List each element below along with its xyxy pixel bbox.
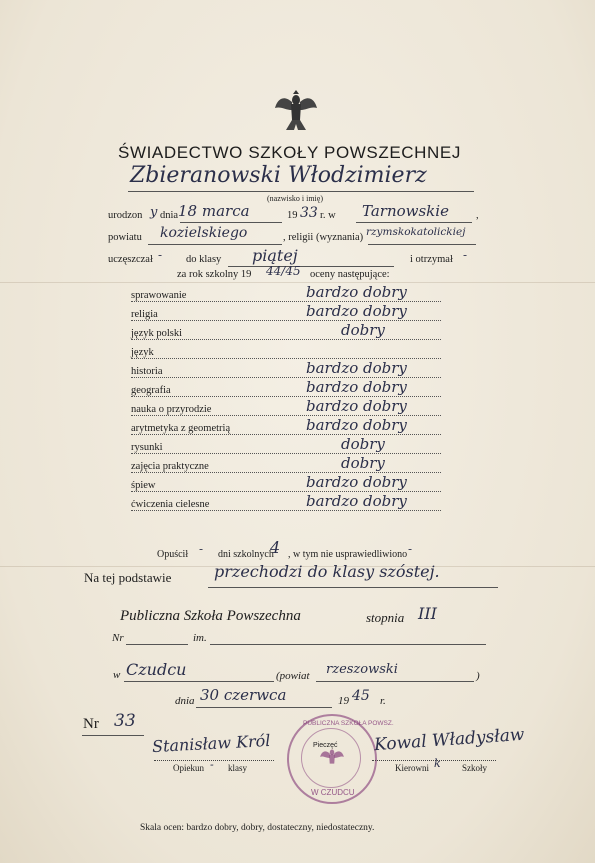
location-powiat-label: (powiat — [276, 670, 310, 682]
teacher-dash: - — [210, 758, 214, 771]
subject-label: geografia — [131, 385, 171, 396]
dotted-leader — [131, 453, 441, 454]
birth-day: 18 marca — [178, 202, 250, 220]
grade-row — [131, 416, 441, 439]
basis-line — [208, 587, 498, 588]
r-w-label: r. w — [320, 210, 336, 221]
date-year-prefix: 19 — [338, 695, 349, 707]
name-line — [128, 191, 474, 192]
birth-powiat: kozielskiego — [160, 225, 248, 241]
absence-days: - — [199, 542, 204, 556]
eagle-emblem-icon — [273, 86, 319, 134]
birth-place: Tarnowskie — [362, 202, 449, 220]
date-line — [196, 707, 332, 708]
school-year-label: za rok szkolny 19 — [177, 269, 252, 280]
school-year: 44/45 — [266, 264, 301, 278]
grades-label: oceny następujące: — [310, 269, 390, 280]
location-powiat-line — [316, 681, 474, 682]
head-szkoly-label: Szkoły — [462, 763, 488, 773]
subject-label: ćwiczenia cielesne — [131, 499, 210, 510]
school-place: Czudcu — [126, 660, 187, 679]
dotted-leader — [131, 320, 441, 321]
school-days: 4 — [270, 538, 281, 557]
subject-label: arytmetyka z geometrią — [131, 423, 231, 434]
im-line — [210, 644, 486, 645]
stamp-label: Pieczęć — [313, 742, 338, 749]
teacher-klasy-label: klasy — [228, 763, 247, 773]
nr-label: Nr — [112, 632, 124, 644]
year-prefix: 19 — [287, 210, 298, 221]
grade-row — [131, 321, 441, 344]
unexcused-days: - — [408, 542, 413, 556]
attended-suffix: - — [158, 248, 163, 262]
day-line — [180, 222, 282, 223]
grade-value: bardzo dobry — [306, 378, 407, 396]
grade-value: bardzo dobry — [306, 397, 407, 415]
head-label-suffix: k — [434, 757, 441, 770]
grade-value: bardzo dobry — [306, 492, 407, 510]
grade-value: dobry — [341, 321, 385, 339]
stamp-bottom-text: W CZUDCU — [311, 788, 355, 797]
school-stamp — [287, 714, 394, 804]
issue-year: 45 — [352, 688, 370, 704]
teacher-label: Opiekun — [173, 763, 204, 773]
location-line — [124, 681, 274, 682]
certificate-number: 33 — [114, 711, 136, 731]
grade-row — [131, 435, 441, 458]
powiat-line — [148, 244, 282, 245]
class-line — [228, 266, 394, 267]
head-label: Kierowni — [395, 763, 429, 773]
day-label: dnia — [160, 210, 179, 221]
document-title: ŚWIADECTWO SZKOŁY POWSZECHNEJ — [118, 143, 461, 162]
born-suffix: y — [150, 205, 158, 220]
subject-label: rysunki — [131, 442, 163, 453]
basis-value: przechodzi do klasy szóstej. — [214, 562, 440, 581]
subject-label: religia — [131, 309, 158, 320]
grade-value: dobry — [341, 435, 385, 453]
unexcused-label: , w tym nie usprawiedliwiono — [288, 549, 408, 560]
subject-label: śpiew — [131, 480, 156, 491]
subject-label: historia — [131, 366, 163, 377]
issue-date: 30 czerwca — [200, 686, 287, 704]
subject-label: język polski — [131, 328, 183, 339]
school-level: III — [418, 604, 437, 623]
grade-value: bardzo dobry — [306, 473, 407, 491]
fold-line — [0, 282, 595, 283]
teacher-signature: Stanisław Król — [151, 730, 271, 757]
class-label: do klasy — [186, 254, 222, 265]
location-close: ) — [476, 670, 480, 682]
grading-scale: Skala ocen: bardzo dobry, dobry, dostateczny, niedostateczny. — [140, 823, 375, 833]
subject-label: język — [131, 347, 154, 358]
date-label: dnia — [175, 695, 195, 707]
dotted-leader — [131, 339, 441, 340]
born-label: urodzon — [108, 210, 143, 221]
absence-label: Opuścił — [157, 549, 189, 560]
grade-value: bardzo dobry — [306, 283, 407, 301]
basis-label: Na tej podstawie — [84, 570, 172, 585]
level-label: stopnia — [366, 610, 405, 625]
grade-value: bardzo dobry — [306, 359, 407, 377]
comma: , — [476, 210, 479, 221]
w-label: w — [113, 669, 121, 681]
grade-row — [131, 492, 441, 515]
grade-value: dobry — [341, 454, 385, 472]
subject-label: sprawowanie — [131, 290, 187, 301]
place-line — [356, 222, 472, 223]
grade-row — [131, 302, 441, 325]
subject-label: zajęcia praktyczne — [131, 461, 209, 472]
head-signature: Kowal Władysław — [373, 724, 526, 756]
teacher-signature-line — [154, 760, 274, 761]
dotted-leader — [131, 510, 441, 511]
subject-label: nauka o przyrodzie — [131, 404, 212, 415]
im-label: im. — [193, 632, 207, 644]
religion-label: , religii (wyznania) — [283, 232, 364, 243]
powiat-label: powiatu — [108, 232, 142, 243]
date-suffix: r. — [380, 695, 386, 707]
class-value: piątej — [252, 246, 298, 265]
number-label: Nr — [83, 716, 99, 732]
number-line — [82, 735, 144, 736]
dotted-leader — [131, 434, 441, 435]
school-name: Publiczna Szkoła Powszechna — [120, 608, 301, 624]
attended-label: uczęszczał — [108, 254, 153, 265]
religion: rzymskokatolickiej — [366, 226, 466, 238]
school-days-label: dni szkolnych — [218, 549, 274, 560]
grade-value: bardzo dobry — [306, 302, 407, 320]
grade-value: bardzo dobry — [306, 416, 407, 434]
birth-year: 33 — [300, 205, 318, 221]
received-label: i otrzymał — [410, 254, 453, 265]
name-caption: (nazwisko i imię) — [267, 194, 323, 203]
nr-line — [126, 644, 188, 645]
student-name: Zbieranowski Włodzimierz — [130, 163, 427, 188]
received-suffix: - — [463, 248, 468, 262]
stamp-top-text: PUBLICZNA SZKOŁA POWSZ. — [303, 720, 394, 727]
religion-line — [368, 244, 476, 245]
school-powiat: rzeszowski — [326, 662, 398, 677]
